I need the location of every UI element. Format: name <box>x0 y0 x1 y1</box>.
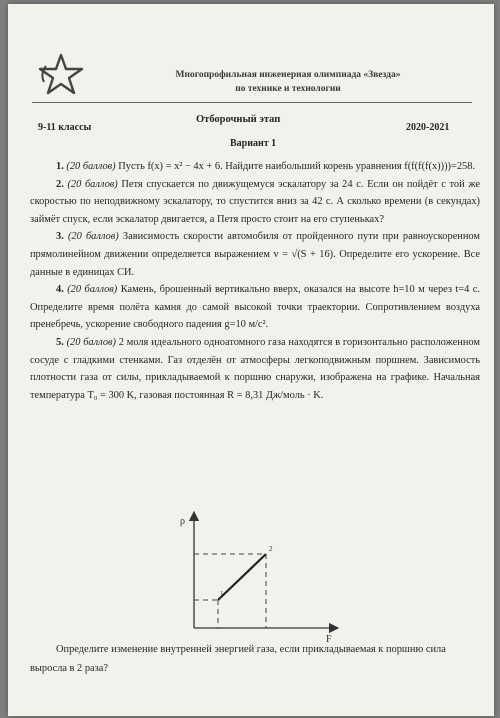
point-1-label: 1 <box>220 590 224 598</box>
year-label: 2020-2021 <box>406 122 450 133</box>
olympiad-title <box>118 68 458 96</box>
header-divider <box>32 102 472 103</box>
problem-text: Камень, брошенный вертикально вверх, оказался на высоте h=10 м через t=4 с. Определите время полёта камня до самой высокой точки траектории. Сопротивлением воздуха пренебречь, ускорение свободного падения g=10 м/с². <box>30 284 480 331</box>
problem-text: 2 моля идеального одноатомного газа находятся в горизонтально расположенном сосуде с гладкими стенками. Газ отделён от атмосферы легкоподвижным поршнем. Зависимость плотности газа от силы, прикладываемой к поршню снаружи, изображена на графике. Начальная температура T₀ = 300 K, газовая постоянная R = 8,31 Дж/моль · K. <box>30 336 480 401</box>
problem-1 <box>30 158 480 176</box>
x-axis-label: F <box>326 634 332 645</box>
problem-number: 5. <box>56 336 64 348</box>
problem-text: Зависимость скорости автомобиля от пройденного пути при равноускоренном прямолинейном движении определяется выражением v = √(S + 16). Определите его ускорение. Все данные в единицах СИ. <box>30 231 480 278</box>
problem-text: Петя спускается по движущемуся эскалатору за 24 с. Если он пойдёт с той же скоростью по неподвижному эскалатору, то спустится вниз за 42 с. А сколько времени (в секундах) займёт спуск, если эскалатор двигается, а Петя просто стоит на его ступеньках? <box>30 178 480 225</box>
y-axis-label: ρ <box>180 516 185 527</box>
exam-sheet <box>8 4 494 716</box>
problem-points: (20 баллов) <box>67 284 118 296</box>
problem-points: (20 баллов) <box>66 161 116 172</box>
olympiad-title-line2: по технике и технологии <box>235 84 341 94</box>
problem-number: 2. <box>56 178 64 190</box>
variant-title: Вариант 1 <box>230 138 277 149</box>
problem-5-question <box>30 640 480 678</box>
problems-list <box>30 158 480 404</box>
problem-points: (20 баллов) <box>66 336 116 348</box>
problem-points: (20 баллов) <box>67 231 119 243</box>
problem-text: Пусть f(x) = x² − 4x + 6. Найдите наибольший корень уравнения f(f(f(f(x))))=258. <box>118 161 476 172</box>
problem-number: 4. <box>56 284 64 296</box>
problem-number: 3. <box>56 231 64 243</box>
grades-label: 9-11 классы <box>38 122 92 133</box>
problem-2 <box>30 176 480 229</box>
olympiad-title-line1: Многопрофильная инженерная олимпиада «Звезда» <box>175 70 401 80</box>
problem-3 <box>30 228 480 281</box>
star-logo-icon <box>36 52 86 96</box>
problem-points: (20 баллов) <box>67 178 118 190</box>
process-line-1-2 <box>218 554 266 600</box>
stage-title: Отборочный этап <box>196 114 281 125</box>
point-2-label: 2 <box>269 545 273 553</box>
problem-number: 1. <box>56 161 64 172</box>
question-text: Определите изменение внутренней энергией газа, если прикладываемая к поршню сила выросла в 2 раза? <box>30 644 446 674</box>
problem-5 <box>30 334 480 404</box>
density-force-graph <box>158 510 358 646</box>
problem-4 <box>30 281 480 334</box>
